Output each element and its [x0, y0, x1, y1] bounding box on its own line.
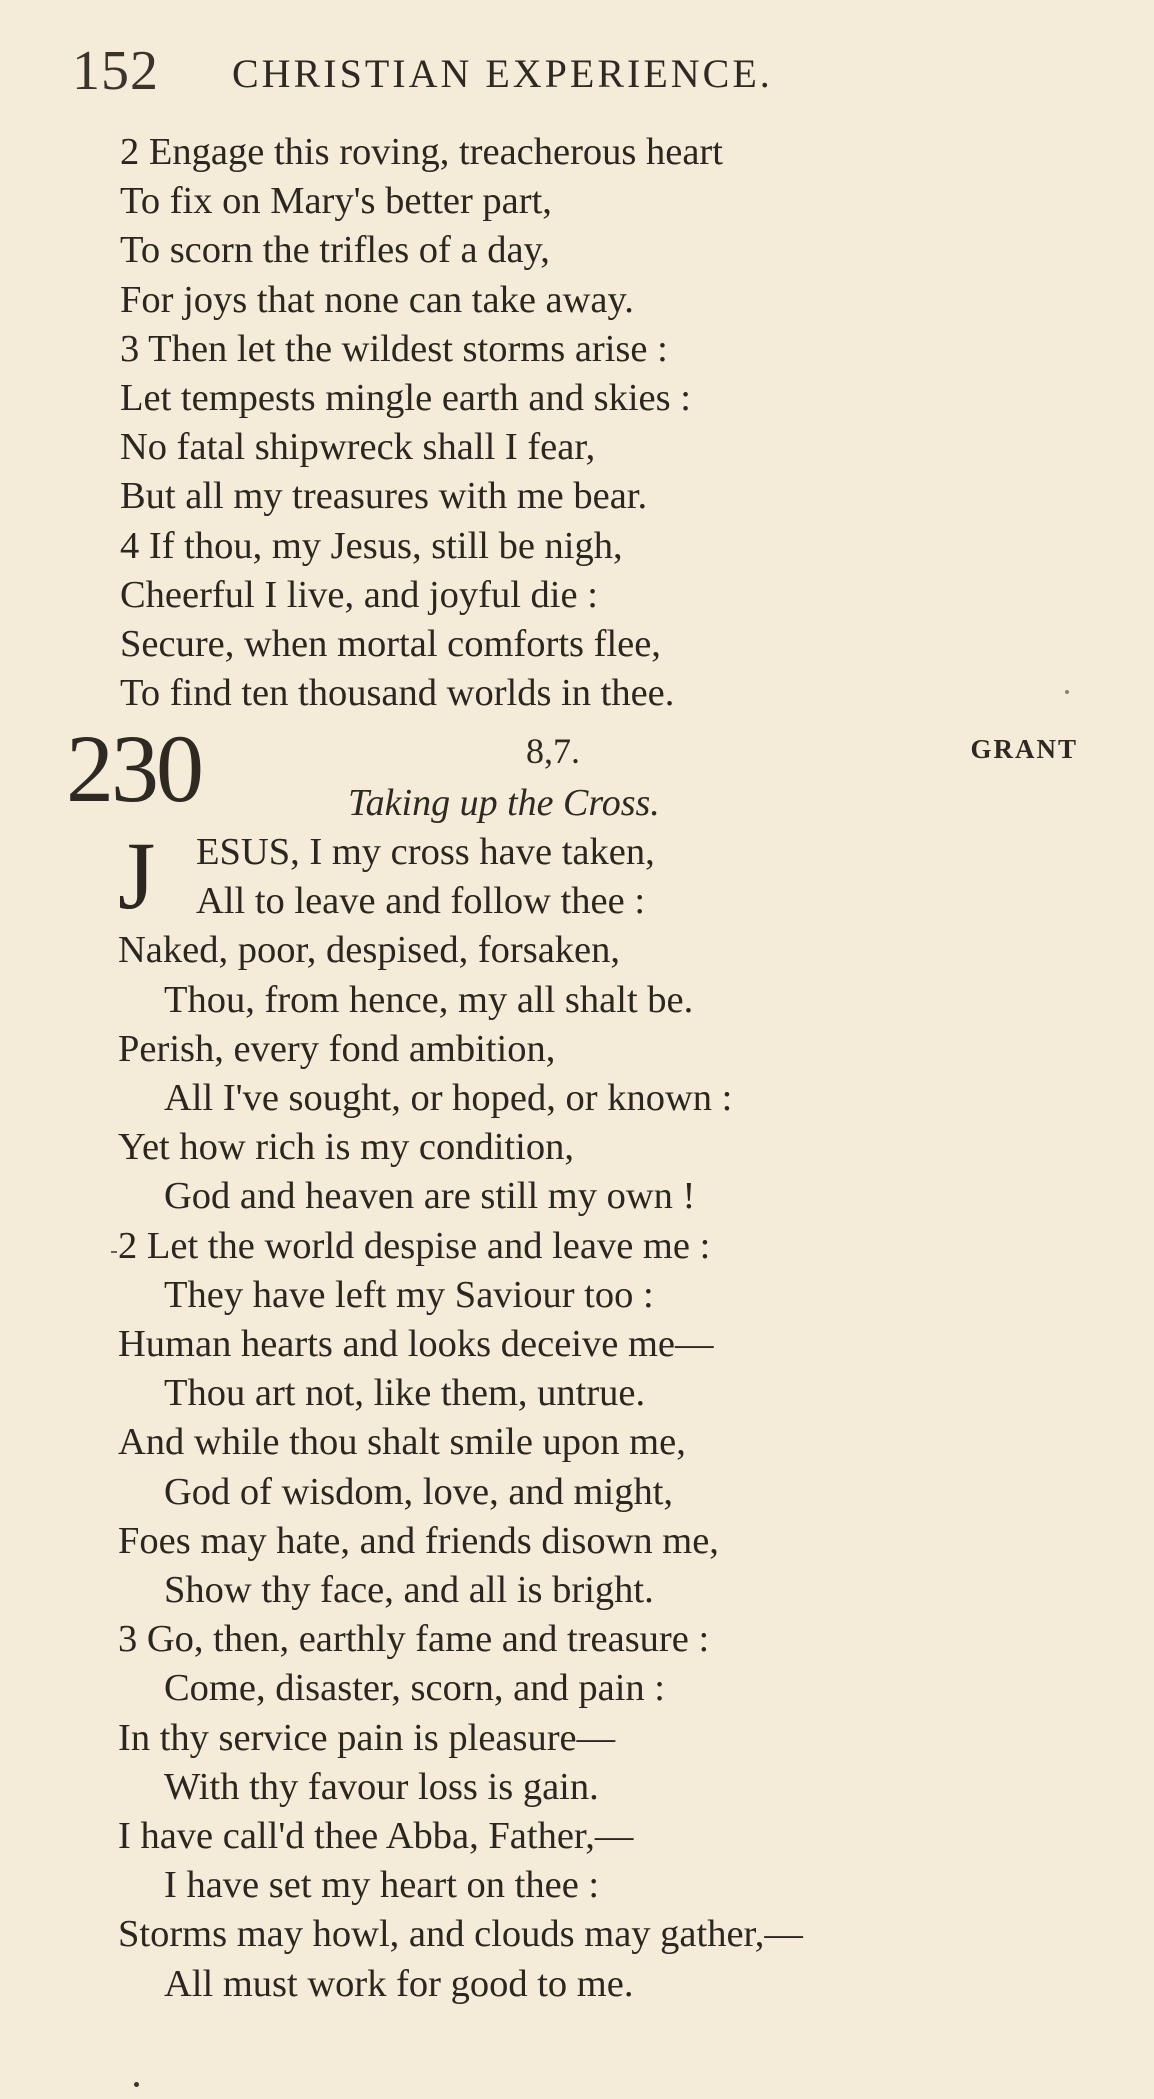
verse-line: 2 Engage this roving, treacherous heart	[120, 131, 723, 173]
verse-line: Secure, when mortal comforts flee,	[120, 623, 661, 666]
hymn-line: ESUS, I my cross have taken,	[196, 831, 655, 873]
continued-hymn-verses	[120, 128, 1080, 718]
verse-line: But all my treasures with me bear.	[120, 475, 648, 518]
verse-line: 3 Then let the wildest storms arise :	[120, 327, 668, 370]
verse-line: To fix on Mary's better part,	[120, 180, 552, 223]
opening-lines	[118, 822, 1098, 929]
hymn-line: All to leave and follow thee :	[196, 880, 646, 923]
hymn-line: All I've sought, or hoped, or known :	[164, 1077, 733, 1120]
verse-line: To scorn the trifles of a day,	[120, 229, 550, 272]
page-header	[72, 36, 1112, 106]
hymn-line: Perish, every fond ambition,	[118, 1027, 556, 1070]
verse-line: Let tempests mingle earth and skies :	[120, 377, 691, 420]
hymn-line: God and heaven are still my own !	[164, 1175, 696, 1218]
verse-line: To find ten thousand worlds in thee.	[120, 672, 675, 715]
drop-cap: J	[118, 822, 156, 929]
page-number: 152	[72, 40, 159, 102]
hymn-line: 2 Let the world despise and leave me :	[118, 1224, 711, 1267]
verse-line: 4 If thou, my Jesus, still be nigh,	[120, 524, 623, 567]
verse-line: For joys that none can take away.	[120, 278, 634, 321]
hymn-line: 3 Go, then, earthly fame and treasure :	[118, 1618, 710, 1661]
hymn-line: Thou art not, like them, untrue.	[164, 1372, 646, 1415]
hymn-line: Naked, poor, despised, forsaken,	[118, 929, 621, 972]
print-speck	[1065, 690, 1069, 694]
verse-line: No fatal shipwreck shall I fear,	[120, 426, 596, 469]
verse-line: Cheerful I live, and joyful die :	[120, 573, 598, 616]
hymn-line: Yet how rich is my condition,	[118, 1126, 574, 1169]
hymn-line: Foes may hate, and friends disown me,	[118, 1519, 719, 1562]
hymn-line: Human hearts and looks deceive me—	[118, 1323, 714, 1366]
hymn-line: They have left my Saviour too :	[164, 1273, 654, 1316]
running-title: CHRISTIAN EXPERIENCE.	[232, 51, 773, 96]
hymn-line: Thou, from hence, my all shalt be.	[164, 978, 694, 1021]
hymn-line: I have call'd thee Abba, Father,—	[118, 1815, 634, 1858]
hymn-line: Storms may howl, and clouds may gather,—	[118, 1913, 803, 1956]
hymn-text	[118, 822, 1098, 2009]
hymn-line: With thy favour loss is gain.	[164, 1765, 599, 1808]
hymn-line: Show thy face, and all is bright.	[164, 1569, 654, 1612]
hymn-line: God of wisdom, love, and might,	[164, 1470, 674, 1513]
hymn-line: And while thou shalt smile upon me,	[118, 1421, 686, 1464]
hymn-meter: 8,7.	[526, 731, 580, 771]
hymn-title: Taking up the Cross.	[348, 782, 660, 824]
tune-name: GRANT	[970, 734, 1078, 764]
hymn-line: All must work for good to me.	[164, 1962, 634, 2005]
hymn-number: 230	[66, 715, 201, 822]
hymn-line: Come, disaster, scorn, and pain :	[164, 1667, 665, 1710]
hymn-heading	[66, 715, 1078, 828]
print-speck	[134, 2082, 139, 2087]
hymn-line: I have set my heart on thee :	[164, 1864, 600, 1907]
print-mark	[111, 1251, 117, 1253]
hymn-line: In thy service pain is pleasure—	[118, 1716, 616, 1759]
